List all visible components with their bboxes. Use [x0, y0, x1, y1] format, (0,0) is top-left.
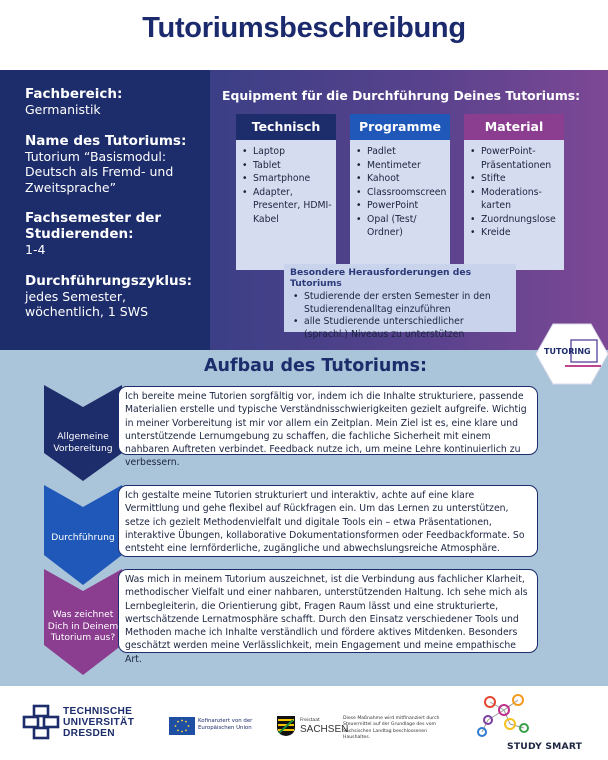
eu-flag-icon: [169, 717, 195, 735]
list-item: • Zuordnungslose: [468, 213, 560, 227]
fachbereich-value: Germanistik: [25, 102, 101, 117]
tud-logo-icon: [22, 704, 60, 740]
tutorium-name-value: Tutorium “Basismodul: Deutsch als Fremd- und Zweitsprache”: [25, 148, 174, 195]
list-item: • Classroomscreen: [354, 186, 446, 200]
step-chevron-auszeichnung: [44, 569, 122, 675]
tutorium-name-label: Name des Tutoriums:: [25, 132, 187, 149]
equipment-technisch: [236, 114, 336, 270]
saxony-coat-of-arms-icon: [276, 715, 296, 737]
programme-list: [354, 145, 446, 240]
aufbau-section: [0, 350, 608, 686]
list-item: • PowerPoint-Präsentationen: [468, 145, 560, 172]
equipment-title: Equipment für die Durchführung Deines Tutoriums:: [222, 88, 581, 103]
list-item: • Adapter, Presenter, HDMI-Kabel: [240, 186, 332, 227]
equipment-programme: [350, 114, 450, 270]
semester-label: Fachsemester der Studierenden:: [25, 210, 162, 242]
semester-value: 1-4: [25, 242, 46, 257]
sachsen-small-text: Freistaat: [300, 718, 320, 723]
tud-wordmark: TECHNISCHE UNIVERSITÄT DRESDEN: [63, 706, 135, 739]
list-item: • Kreide: [468, 226, 560, 240]
programme-header: Programme: [350, 114, 450, 140]
sachsen-wordmark: SACHSEN: [300, 724, 349, 735]
step-text-durchfuehrung: Ich gestalte meine Tutorien strukturiert und interaktiv, achte auf eine klare Vermittlung und gehe flexibel auf Rückfragen ein. Um das Lernen zu unterstützen, setze ich gezielt Methodenvielfalt und digitale Tools ein – etwa Präsentationen, interaktive Übungen, kollaborative Dokumentationsformen oder Feedbackformate. So entsteht eine lernförderliche, zugängliche und abwechslungsreiche Atmosphäre.: [118, 485, 538, 557]
challenges-list: [290, 291, 510, 341]
list-item: • Moderations-karten: [468, 186, 560, 213]
equipment-panel: [210, 70, 608, 350]
list-item: • PowerPoint: [354, 199, 446, 213]
list-item: • Opal (Test/ Ordner): [354, 213, 446, 240]
fachbereich-label: Fachbereich:: [25, 86, 123, 102]
tutoring-badge-label: TUTORING: [544, 347, 591, 356]
list-item: • Mentimeter: [354, 159, 446, 173]
technisch-header: Technisch: [236, 114, 336, 140]
list-item: • Studierende der ersten Semester in den Studierendenalltag einzuführen: [290, 291, 510, 316]
list-item: • Stifte: [468, 172, 560, 186]
list-item: • alle Studierende unterschiedlicher (sprachl.) Niveaus zu unterstützen: [290, 316, 510, 341]
step-chevron-vorbereitung: [44, 385, 122, 481]
material-header: Material: [464, 114, 564, 140]
challenges-title: Besondere Herausforderungen des Tutoriums: [290, 267, 472, 289]
list-item: • Laptop: [240, 145, 332, 159]
equipment-material: [464, 114, 564, 270]
footer: [0, 686, 608, 760]
step-text-auszeichnung: Was mich in meinem Tutorium auszeichnet, ist die Verbindung aus fachlicher Klarheit, methodischer Vielfalt und einer nahbaren, unterstützenden Haltung. Ich sehe mich als Lernbegleiterin, die Orientierung gibt, Fragen Raum lässt und eine strukturierte, wertschätzende Lernatmosphäre schafft. Durch den Einsatz verschiedener Tools und Methoden mache ich Inhalte verständlich und fördere aktives Mitdenken. Besonders geschätzt werden meine Verlässlichkeit, mein Engagement und meine empathische Art.: [118, 569, 538, 653]
challenges-box: [284, 264, 516, 340]
sachsen-funding-note: Diese Maßnahme wird mitfinanziert durch Steuermittel auf der Grundlage des vom Sächsischen Landtag beschlossenen Haushaltes.: [343, 716, 440, 740]
page-title: Tutoriumsbeschreibung: [142, 12, 466, 44]
list-item: • Smartphone: [240, 172, 332, 186]
study-smart-wordmark: STUDY SMART: [507, 741, 583, 752]
zyklus-label: Durchführungszyklus:: [25, 272, 193, 289]
list-item: • Tablet: [240, 159, 332, 173]
technisch-list: [240, 145, 332, 226]
eu-cofunded-text: Kofinanziert von der Europäischen Union: [198, 718, 253, 731]
list-item: • Padlet: [354, 145, 446, 159]
step-label: Durchführung: [51, 532, 115, 543]
study-smart-network-icon: [470, 692, 534, 742]
step-text-vorbereitung: Ich bereite meine Tutorien sorgfältig vor, indem ich die Inhalte strukturiere, passende Materialien erstelle und typische Verständnisschwierigkeiten gezielt aufgreife. Wichtig in meiner Vorbereitung ist mir vor allem ein Zeitplan. Mein Ziel ist es, eine klare und unterstützende Lernumgebung zu schaffen, die fachliche Sicherheit mit einem nahbaren Auftreten verbindet. Feedback nutze ich, um meine Lehre kontinuierlich zu verbessern.: [118, 386, 538, 455]
overview-section: [0, 70, 608, 350]
material-list: [468, 145, 560, 240]
list-item: • Kahoot: [354, 172, 446, 186]
zyklus-value: jedes Semester, wöchentlich, 1 SWS: [25, 288, 149, 319]
aufbau-title: Aufbau des Tutoriums:: [204, 356, 428, 376]
step-label: Was zeichnet Dich in Deinem Tutorium aus?: [47, 609, 119, 643]
step-label: Allgemeine Vorbereitung: [53, 431, 113, 454]
info-panel: [0, 70, 210, 350]
